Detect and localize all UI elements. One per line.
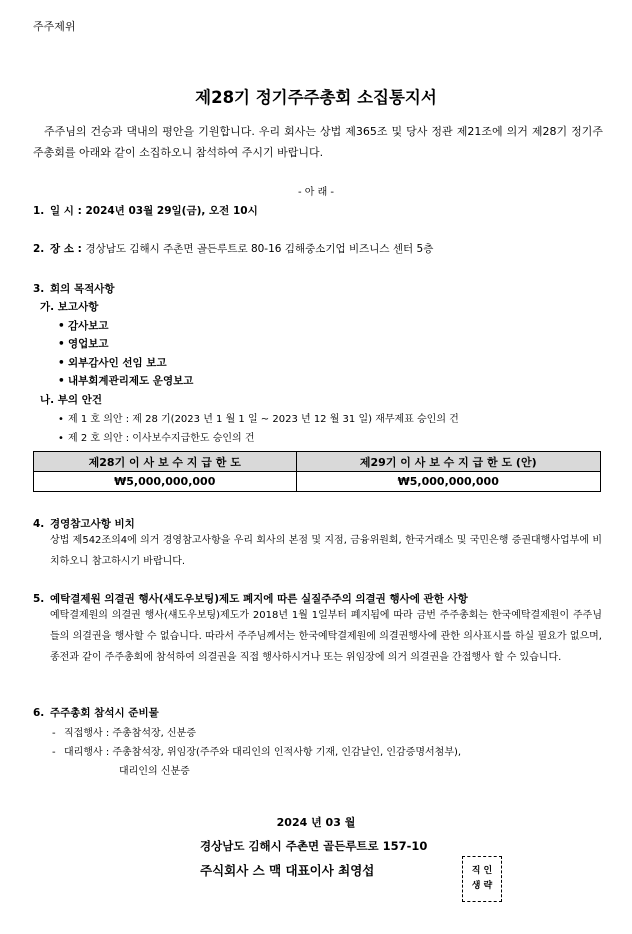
agenda-heading: 나. 부의 안건 [40, 394, 103, 406]
section-4-text: 상법 제542조의4에 의거 경영참고사항을 우리 회사의 본점 및 지점, 금융위원회, 한국거래소 및 국민은행 증권대행사업부에 비치하오니 참고하시기 바랍니다. [50, 535, 602, 567]
direct-exercise-item: - 직접행사 : 주총참석장, 신분증 [52, 728, 197, 739]
report-items-heading: 가. 보고사항 [40, 301, 99, 313]
list-item: • 내부회계관리제도 운영보고 [58, 373, 193, 388]
list-item: • 감사보고 [58, 318, 109, 333]
section-4-heading: 4. 경영참고사항 비치 [33, 518, 135, 530]
proxy-exercise-continued: 대리인의 신분증 [119, 766, 190, 777]
section-2-place: 2. 장 소 : 경상남도 김해시 주촌면 골든루트로 80-16 김해중소기업 비즈니스 센터 5층 [33, 243, 434, 255]
list-item: • 영업보고 [58, 336, 109, 351]
below-marker: - 아 래 - [297, 187, 335, 198]
table-cell: ₩5,000,000,000 [34, 472, 297, 492]
agenda-item: • 제 2 호 의안 : 이사보수지급한도 승인의 건 [58, 429, 255, 444]
notice-date: 2024 년 03 월 [276, 816, 356, 829]
seal-text: 생 략 [471, 881, 493, 891]
company-representative: 주식회사 스 맥 대표이사 최영섭 [200, 863, 375, 878]
seal-text: 직 인 [471, 866, 493, 876]
table-header-cell: 제28기 이 사 보 수 지 급 한 도 [34, 452, 297, 472]
table-cell: ₩5,000,000,000 [296, 472, 601, 492]
section-5-text: 예탁결제원의 의결권 행사(섀도우보팅)제도가 2018년 1월 1일부터 폐지됨에 따라 금번 주주총회는 한국예탁결제원이 주주님들의 의결권을 행사할 수 없습니다. 따라서 주주님께서는 한국예탁결제원에 의결권행사에 관한 의사표시를 하실 필요가 없으며, 종전과 같이 주주총회에 참석하여 의결권을 직접 행사하시거나 또는 위임장에 의거 의결권을 간접행사 할 수 있습니다. [50, 610, 602, 663]
intro-paragraph: 주주님의 건승과 댁내의 평안을 기원합니다. 우리 회사는 상법 제365조 및 당사 정관 제21조에 의거 제28기 정기주주총회를 아래와 같이 소집하오니 참석하여 주시기 바랍니다. [33, 125, 603, 159]
section-5-heading: 5. 예탁결제원 의결권 행사(섀도우보팅)제도 폐지에 따른 실질주주의 의결권 행사에 관한 사항 [33, 593, 468, 605]
agenda-item: • 제 1 호 의안 : 제 28 기(2023 년 1 월 1 일 ~ 2023 년 12 월 31 일) 재무제표 승인의 건 [58, 410, 459, 425]
seal-omitted-box [462, 856, 502, 902]
table-header-cell: 제29기 이 사 보 수 지 급 한 도 (안) [296, 452, 601, 472]
header-label: 주주제위 [33, 20, 76, 33]
table-header-row [34, 452, 601, 472]
document-title: 제28기 정기주주총회 소집통지서 [195, 88, 437, 107]
director-pay-limit-table [33, 451, 601, 492]
table-row [34, 472, 601, 492]
section-6-heading: 6. 주주총회 참석시 준비물 [33, 707, 159, 719]
proxy-exercise-item: - 대리행사 : 주총참석장, 위임장(주주와 대리인의 인적사항 기재, 인감날인, 인감증명서첨부), [52, 747, 462, 758]
company-address: 경상남도 김해시 주촌면 골든루트로 157-10 [200, 839, 428, 853]
section-1-datetime: 1. 일 시 : 2024년 03월 29일(금), 오전 10시 [33, 205, 258, 217]
list-item: • 외부감사인 선임 보고 [58, 355, 167, 370]
section-3-heading: 3. 회의 목적사항 [33, 283, 115, 295]
